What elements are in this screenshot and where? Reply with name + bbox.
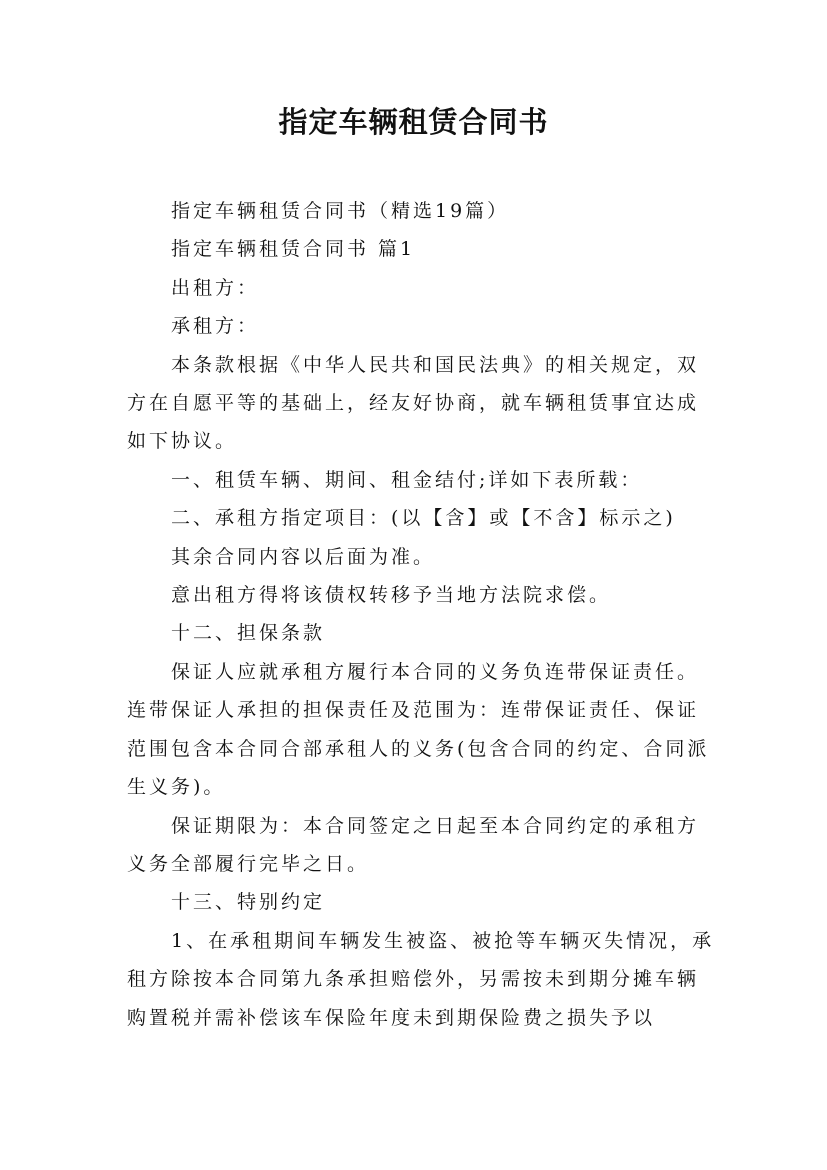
paragraph-subtitle: 指定车辆租赁合同书（精选19篇）	[171, 200, 510, 222]
paragraph-remaining: 其余合同内容以后面为准。	[171, 545, 436, 568]
paragraph-lessor: 出租方：	[171, 276, 260, 299]
paragraph-guarantee: 保证人应就承租方履行本合同的义务负连带保证责任。连带保证人承担的担保责任及范围为：连带保证责任、保证范围包含本合同合部承租人的义务(包含合同的约定、合同派生义务)。	[127, 660, 710, 799]
document-title: 指定车辆租赁合同书	[278, 105, 549, 139]
document-body	[127, 192, 717, 1037]
paragraph-lessee: 承租方：	[171, 315, 260, 338]
paragraph-transfer: 意出租方得将该债权转移予当地方法院求偿。	[171, 584, 612, 607]
paragraph-clause-12-heading: 十二、担保条款	[171, 622, 326, 645]
paragraph-preamble: 本条款根据《中华人民共和国民法典》的相关规定，双方在自愿平等的基础上，经友好协商，就车辆租赁事宜达成如下协议。	[127, 353, 700, 453]
paragraph-special-terms: 1、在承租期间车辆发生被盗、被抢等车辆灭失情况，承租方除按本合同第九条承担赔偿外，另需按未到期分摊车辆购置税并需补偿该车保险年度未到期保险费之损失予以	[127, 929, 715, 1029]
paragraph-section-heading: 指定车辆租赁合同书 篇1	[171, 238, 416, 261]
paragraph-clause-2: 二、承租方指定项目：(以【含】或【不含】标示之)	[171, 507, 676, 530]
paragraph-clause-13-heading: 十三、特别约定	[171, 891, 326, 914]
paragraph-clause-1: 一、租赁车辆、期间、租金结付;详如下表所载：	[171, 468, 643, 491]
paragraph-guarantee-period: 保证期限为：本合同签定之日起至本合同约定的承租方义务全部履行完毕之日。	[127, 814, 700, 875]
